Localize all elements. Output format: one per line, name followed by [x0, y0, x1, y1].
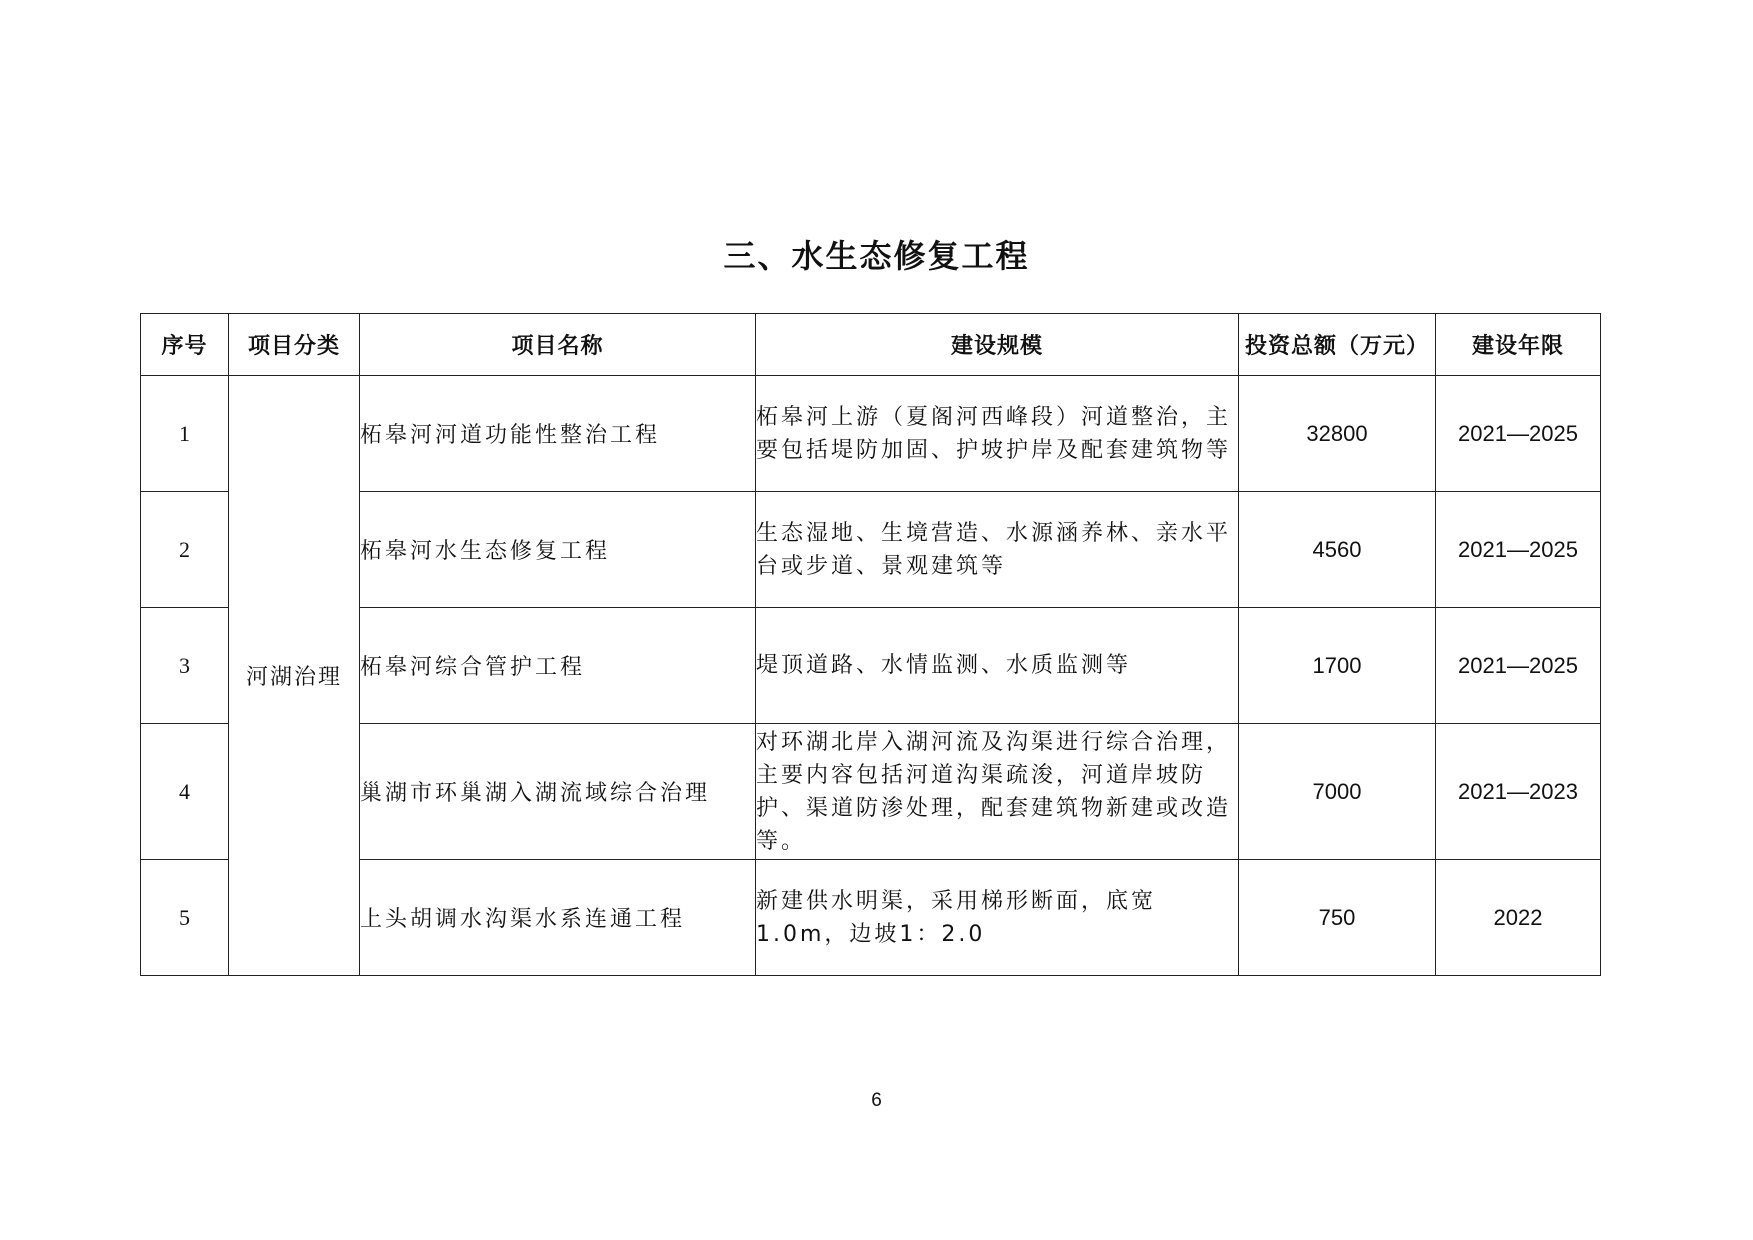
project-name: 上头胡调水沟渠水系连通工程: [360, 860, 756, 976]
construction-period: 2021—2025: [1436, 492, 1601, 608]
construction-scale: 生态湿地、生境营造、水源涵养林、亲水平台或步道、景观建筑等: [756, 492, 1239, 608]
construction-scale: 柘皋河上游（夏阁河西峰段）河道整治，主要包括堤防加固、护坡护岸及配套建筑物等: [756, 376, 1239, 492]
table-row: [141, 608, 1601, 724]
project-name: 柘皋河水生态修复工程: [360, 492, 756, 608]
investment-amount: 1700: [1239, 608, 1436, 724]
row-seq: 2: [141, 492, 229, 608]
investment-amount: 4560: [1239, 492, 1436, 608]
project-name: 巢湖市环巢湖入湖流域综合治理: [360, 724, 756, 860]
table-row: [141, 376, 1601, 492]
construction-period: 2021—2025: [1436, 608, 1601, 724]
row-seq: 4: [141, 724, 229, 860]
table-row: [141, 492, 1601, 608]
construction-scale: 堤顶道路、水情监测、水质监测等: [756, 608, 1239, 724]
table-row: [141, 724, 1601, 860]
row-seq: 1: [141, 376, 229, 492]
header-period: 建设年限: [1436, 314, 1601, 376]
project-name: 柘皋河河道功能性整治工程: [360, 376, 756, 492]
header-name: 项目名称: [360, 314, 756, 376]
header-investment: 投资总额（万元）: [1239, 314, 1436, 376]
investment-amount: 32800: [1239, 376, 1436, 492]
row-seq: 5: [141, 860, 229, 976]
page-title: 三、水生态修复工程: [723, 237, 1030, 275]
page-number: 6: [871, 1090, 882, 1111]
project-name: 柘皋河综合管护工程: [360, 608, 756, 724]
investment-amount: 7000: [1239, 724, 1436, 860]
construction-scale: 新建供水明渠，采用梯形断面，底宽1.0m，边坡1：2.0: [756, 860, 1239, 976]
table-row: [141, 860, 1601, 976]
construction-period: 2021—2023: [1436, 724, 1601, 860]
table-header-row: [141, 314, 1601, 376]
row-seq: 3: [141, 608, 229, 724]
construction-scale: 对环湖北岸入湖河流及沟渠进行综合治理，主要内容包括河道沟渠疏浚，河道岸坡防护、渠道防渗处理，配套建筑物新建或改造等。: [756, 724, 1239, 860]
category-cell: 河湖治理: [229, 376, 360, 976]
header-category: 项目分类: [229, 314, 360, 376]
header-scale: 建设规模: [756, 314, 1239, 376]
construction-period: 2022: [1436, 860, 1601, 976]
construction-period: 2021—2025: [1436, 376, 1601, 492]
investment-amount: 750: [1239, 860, 1436, 976]
header-seq: 序号: [141, 314, 229, 376]
project-table: [140, 313, 1601, 976]
